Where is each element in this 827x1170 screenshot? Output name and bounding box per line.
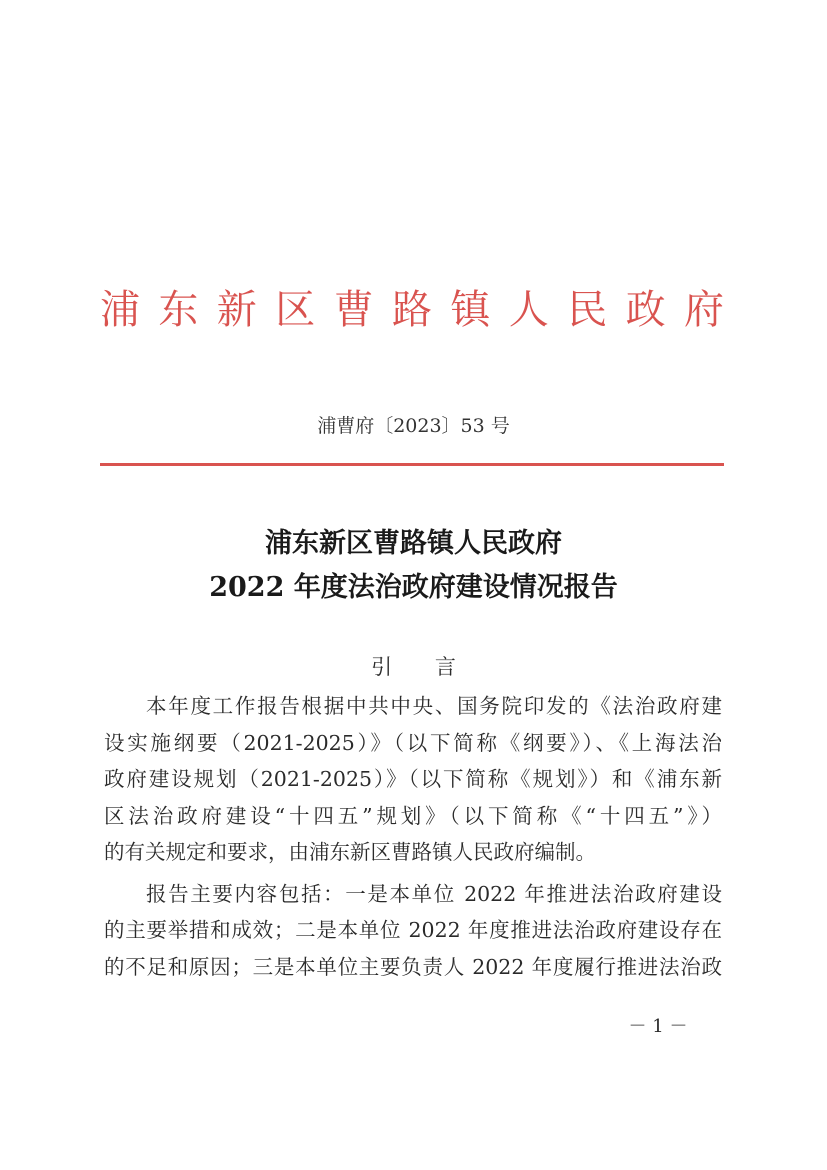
paragraph-line: 设实施纲要（2021-2025）》（以下简称《纲要》）、《上海法治 xyxy=(104,730,722,755)
paragraph-contents xyxy=(104,876,722,986)
paragraph-line: 的有关规定和要求，由浦东新区曹路镇人民政府编制。 xyxy=(104,840,596,864)
report-title xyxy=(0,522,827,610)
report-title-line-1: 浦东新区曹路镇人民政府 xyxy=(265,528,562,559)
paragraph-intro xyxy=(104,688,722,871)
paragraph-line: 报告主要内容包括：一是本单位 2022 年推进法治政府建设 xyxy=(146,881,722,906)
paragraph-line: 的不足和原因；三是本单位主要负责人 2022 年度履行推进法治政 xyxy=(104,954,722,979)
page-number: － 1 － xyxy=(628,1016,688,1037)
issuer-header: 浦东新区曹路镇人民政府 xyxy=(100,287,724,333)
red-divider-line xyxy=(100,463,724,466)
section-heading: 引 言 xyxy=(371,655,474,679)
report-title-line-2: 2022 年度法治政府建设情况报告 xyxy=(209,572,618,603)
paragraph-line: 政府建设规划（2021-2025）》（以下简称《规划》）和《浦东新 xyxy=(104,767,722,791)
document-number: 浦曹府〔2023〕53 号 xyxy=(317,415,510,437)
paragraph-line: 本年度工作报告根据中共中央、国务院印发的《法治政府建 xyxy=(146,694,722,718)
body-text xyxy=(104,688,722,985)
paragraph-line: 区法治政府建设“十四五”规划》（以下简称《“十四五”》） xyxy=(104,803,722,828)
paragraph-line: 的主要举措和成效；二是本单位 2022 年度推进法治政府建设存在 xyxy=(104,918,722,942)
